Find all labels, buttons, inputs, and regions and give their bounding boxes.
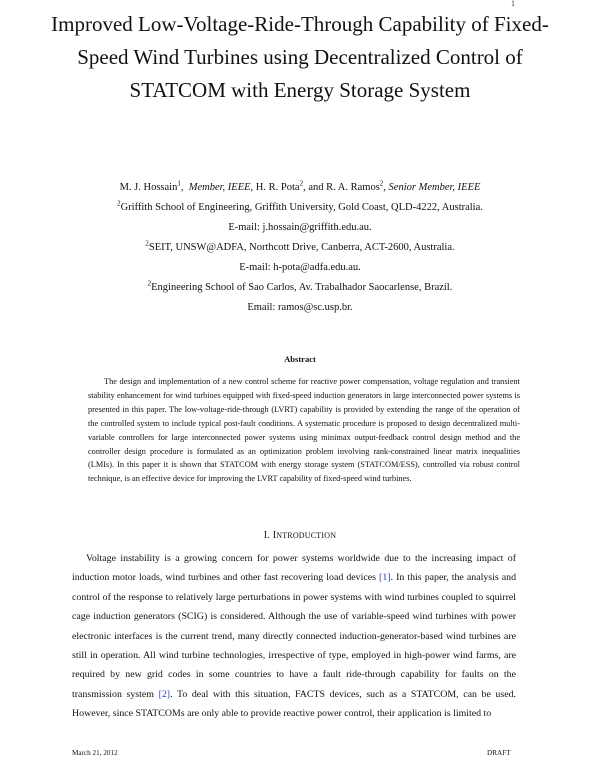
abstract-heading: Abstract [284, 354, 316, 364]
citation-link[interactable]: [2] [158, 688, 171, 700]
author-name: M. J. Hossain [119, 182, 178, 193]
affiliation-line [0, 278, 600, 298]
affiliation-email: Email: ramos@sc.usp.br. [247, 302, 353, 313]
section-title-rest: NTRODUCTION [276, 531, 337, 540]
author-separator: , and [303, 182, 324, 193]
citation-link[interactable]: [1] [379, 572, 391, 584]
affiliation-text: Engineering School of Sao Carlos, Av. Trabalhador Saocarlense, Brazil. [151, 282, 453, 293]
affiliation-email: E-mail: h-pota@adfa.edu.au. [239, 262, 361, 273]
footer-status: DRAFT [487, 749, 511, 757]
paper-title: Improved Low-Voltage-Ride-Through Capability of Fixed-Speed Wind Turbines using Decentralized Control of STATCOM with Energy Storage System [51, 12, 549, 102]
email-line [0, 218, 600, 238]
author-sup: 2 [379, 179, 384, 188]
section-number: I. [263, 530, 270, 541]
affiliation-email: E-mail: j.hossain@griffith.edu.au. [228, 222, 372, 233]
body-text: . In this paper, the analysis and control of the response to relatively large perturbations in power systems with wind turbines coupled to squirrel cage induction generators (SCIG) is considered. Although the use of variable-speed wind turbines with power electronic interfaces is the current trend, many directly connected induction-generator-based wind turbines are still in operation. All wind turbine technologies, irrespective of type, employed in high-power wind farms, are required by new grid codes in some countries to have a fault ride-through capability for faults on the transmission system [72, 572, 517, 700]
affiliation-line [0, 238, 600, 258]
author-block [0, 178, 600, 318]
author-name: R. A. Ramos [326, 182, 380, 193]
body-text: . To deal with this situation, FACTS devices, such as a STATCOM, can be used. However, since STATCOMs are only able to provide reactive power control, their application is limited to [72, 688, 517, 720]
author-name: H. R. Pota [255, 182, 300, 193]
affiliation-sup: 2 [117, 199, 121, 208]
affiliation-sup: 2 [145, 239, 149, 248]
email-line [0, 298, 600, 318]
abstract-text: The design and implementation of a new control scheme for reactive power compensation, voltage regulation and transient stability enhancement for wind turbines equipped with fixed-speed induction generators in large interconnected power systems is presented in this paper. The low-voltage-ride-through (LVRT) capability is provided by extending the range of the operation of the controlled system to include typical post-fault conditions. A systematic procedure is proposed to design decentralized multi-variable controllers for large interconnected power systems using minimax output-feedback control design method and the controller design procedure is formulated as an optimization problem involving rank-constrained linear matrix inequalities (LMIs). In this paper it is shown that STATCOM with energy storage system (STATCOM/ESS), controlled via robust control technique, is an effective device for improving the LVRT capability of fixed-speed wind turbines. [88, 377, 520, 484]
affiliation-text: Griffith School of Engineering, Griffith University, Gold Coast, QLD-4222, Australia. [120, 202, 483, 213]
affiliation-line [0, 198, 600, 218]
author-line: M. J. Hossain$^1$, Member, IEEE, H. R. Pota$^2$, and R. A. Ramos$^2$, Senior Member, IEEE [119, 179, 481, 193]
author-sup: 2 [299, 179, 304, 188]
body-text: Voltage instability is a growing concern for power systems worldwide due to the increasing impact of induction motor loads, wind turbines and other fast recovering load devices [72, 553, 516, 584]
body-paragraph [72, 549, 516, 724]
author-sup: 1 [177, 179, 181, 188]
affiliation-text: SEIT, UNSW@ADFA, Northcott Drive, Canberra, ACT-2600, Australia. [148, 242, 455, 253]
author-role: Member, IEEE, [188, 182, 254, 193]
page-number: 1 [511, 0, 515, 8]
email-line [0, 258, 600, 278]
section-heading [0, 530, 600, 541]
footer-date: March 21, 2012 [72, 749, 118, 757]
affiliation-sup: 2 [147, 279, 152, 288]
section-title-cap: I [272, 530, 277, 541]
author-role: Senior Member, IEEE [388, 182, 481, 193]
